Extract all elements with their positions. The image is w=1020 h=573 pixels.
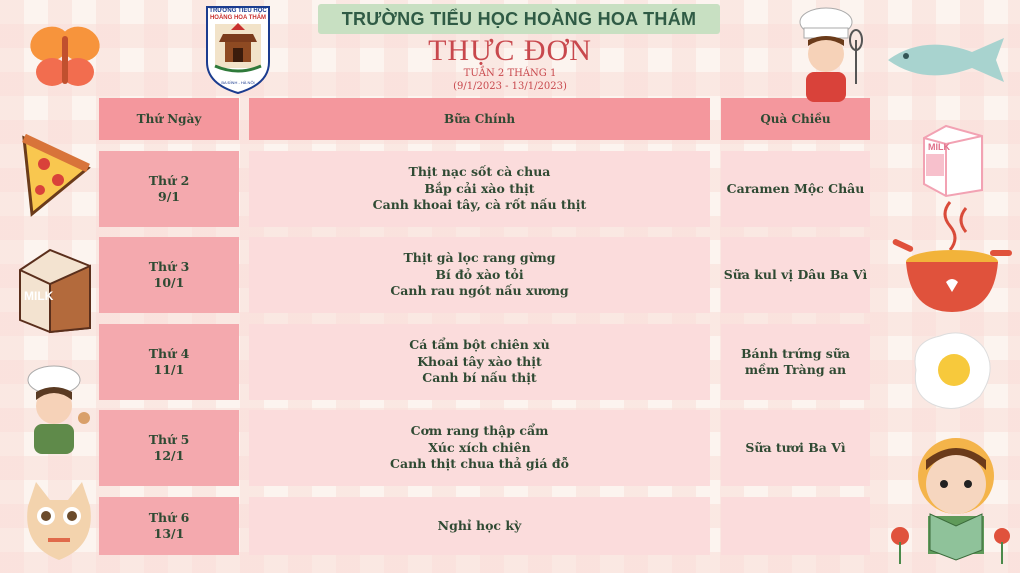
- dish: Nghỉ học kỳ: [437, 517, 522, 533]
- day-name: Thứ 2: [148, 172, 190, 188]
- page-title: THỰC ĐƠN: [428, 34, 592, 67]
- dish: Thịt nạc sốt cà chua: [408, 164, 551, 180]
- school-name: TRƯỜNG TIỂU HỌC HOÀNG HOA THÁM: [341, 8, 697, 29]
- day-name: Thứ 5: [148, 431, 190, 447]
- dish: Xúc xích chiên: [428, 439, 531, 455]
- snack-item: Caramen Mộc Châu: [726, 180, 865, 196]
- date-range: (9/1/2023 - 13/1/2023): [453, 81, 567, 92]
- svg-text:MILK: MILK: [24, 289, 54, 303]
- snack-cell: [721, 237, 870, 313]
- milk-box-icon: [916, 118, 990, 198]
- day-cell: [99, 497, 239, 555]
- main-meal-cell: [249, 410, 710, 486]
- day-cell: [99, 324, 239, 400]
- school-name-banner: [318, 4, 720, 34]
- snack-item: mềm Tràng an: [744, 362, 847, 377]
- snack-cell: [721, 324, 870, 400]
- day-name: Thứ 3: [148, 258, 190, 274]
- pizza-icon: [10, 128, 92, 220]
- day-date: 13/1: [153, 526, 185, 541]
- dish: Khoai tây xào thịt: [417, 353, 542, 369]
- day-name: Thứ 6: [148, 509, 190, 525]
- main-meal-cell: [249, 497, 710, 555]
- day-date: 10/1: [153, 275, 185, 290]
- milk-carton-icon: [10, 240, 98, 336]
- dish: Canh rau ngót nấu xương: [390, 283, 569, 299]
- school-logo: [205, 6, 271, 94]
- dish: Cơm rang thập cẩm: [410, 423, 549, 439]
- dish: Cá tẩm bột chiên xù: [409, 337, 550, 353]
- chef-girl-icon: [18, 362, 94, 458]
- dish: Canh thịt chua thả giá đỗ: [390, 456, 569, 472]
- chef-boy-icon: [790, 4, 872, 102]
- cooking-pot-icon: [890, 200, 1016, 318]
- fish-icon: [884, 30, 1014, 90]
- dish: Bí đỏ xào tỏi: [435, 266, 524, 282]
- day-cell: [99, 410, 239, 486]
- day-date: 12/1: [153, 448, 185, 463]
- snack-item: Bánh trứng sữa: [740, 345, 851, 361]
- day-cell: [99, 151, 239, 227]
- butterfly-icon: [22, 18, 106, 98]
- logo-text-top: TRƯỜNG TIỂU HỌC HOÀNG HOA THÁM: [209, 8, 267, 21]
- logo-text-bottom: BA ĐÌNH - HÀ NỘI: [221, 80, 255, 85]
- snack-cell: [721, 151, 870, 227]
- week-label: TUẦN 2 THÁNG 1: [463, 68, 557, 79]
- snack-item: Sữa kul vị Dâu Ba Vì: [723, 266, 868, 282]
- header-day: Thứ Ngày: [99, 98, 239, 140]
- main-meal-cell: [249, 237, 710, 313]
- dish: Thịt gà lọc rang gừng: [403, 250, 556, 266]
- day-cell: [99, 237, 239, 313]
- snack-cell: [721, 410, 870, 486]
- dish: Canh bí nấu thịt: [422, 370, 537, 386]
- cat-icon: [18, 476, 100, 568]
- dish: Bắp cải xào thịt: [424, 180, 535, 196]
- day-name: Thứ 4: [148, 345, 190, 361]
- dish: Canh khoai tây, cà rốt nấu thịt: [372, 197, 587, 213]
- header-snack: Quà Chiều: [721, 98, 870, 140]
- day-date: 9/1: [158, 189, 180, 204]
- day-date: 11/1: [153, 362, 185, 377]
- svg-text:MILK: MILK: [928, 142, 950, 152]
- main-meal-cell: [249, 151, 710, 227]
- header-main-meal: Bữa Chính: [249, 98, 710, 140]
- snack-item: Sữa tươi Ba Vì: [745, 439, 846, 455]
- fried-egg-icon: [906, 326, 996, 416]
- main-meal-cell: [249, 324, 710, 400]
- snack-cell: [721, 497, 870, 555]
- reading-girl-icon: [886, 430, 1016, 566]
